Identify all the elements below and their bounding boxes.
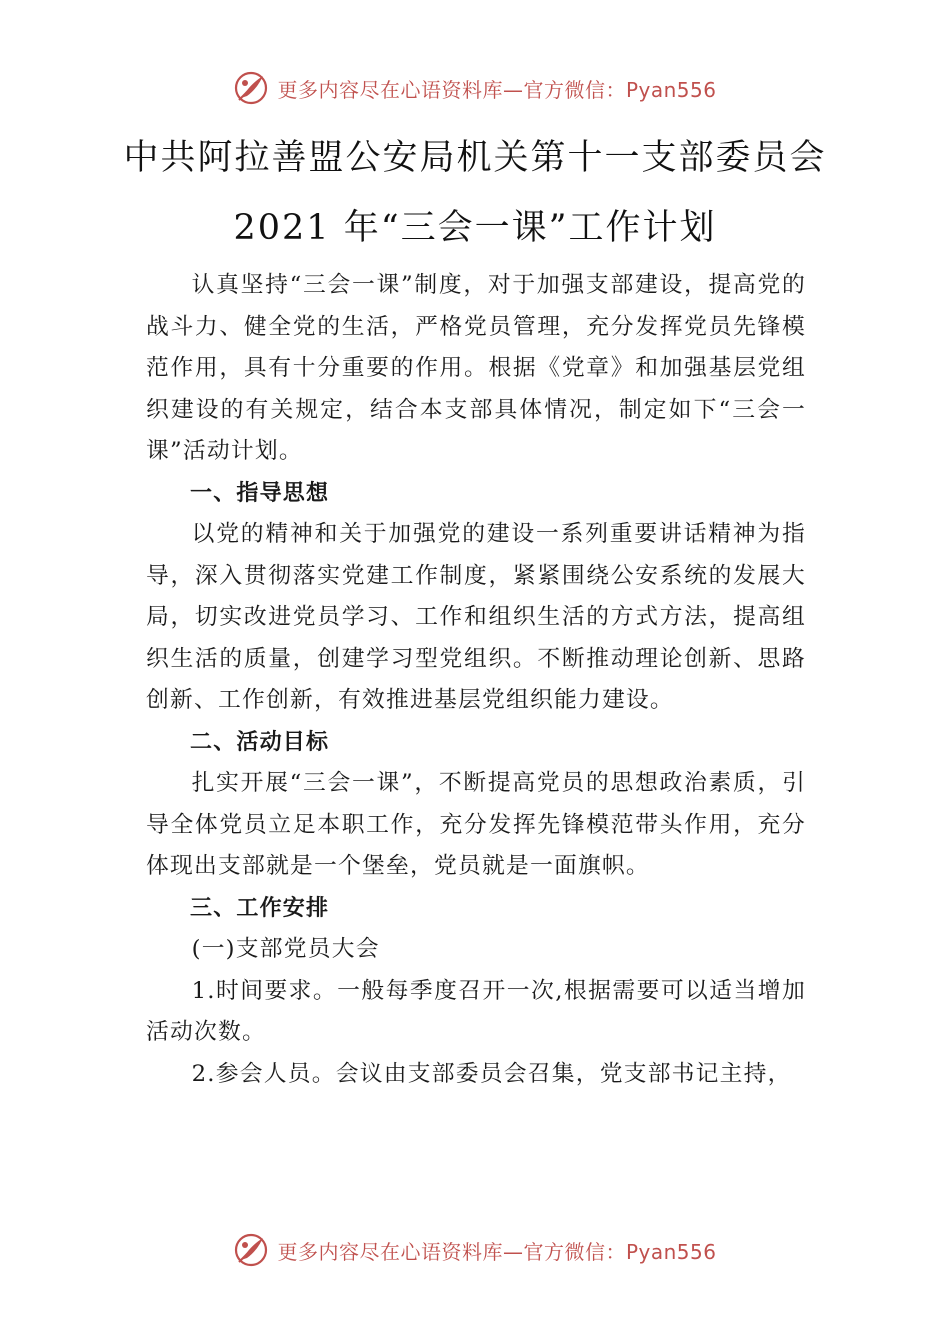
subsection-heading: (一)支部党员大会 xyxy=(191,936,380,962)
watermark-text: 更多内容尽在心语资料库—官方微信：Pyan556 xyxy=(277,77,717,102)
paragraph: 1.时间要求。一般每季度召开一次,根据需要可以适当增加活动次数。 xyxy=(146,977,806,1045)
paragraph: 认真坚持“三会一课”制度，对于加强支部建设，提高党的战斗力、健全党的生活，严格党员管理，充分发挥党员先锋模范作用，具有十分重要的作用。根据《党章》和加强基层党组织建设的有关规定，结合本支部具体情况，制定如下“三会一课”活动计划。 xyxy=(146,272,806,464)
section-heading: 一、指导思想 xyxy=(190,480,330,506)
feather-logo-icon xyxy=(233,1232,269,1268)
paragraph: 以党的精神和关于加强党的建设一系列重要讲话精神为指导，深入贯彻落实党建工作制度，紧紧围绕公安系统的发展大局，切实改进党员学习、工作和组织生活的方式方法，提高组织生活的质量，创建学习型党组织。不断推动理论创新、思路创新、工作创新，有效推进基层党组织能力建设。 xyxy=(146,521,806,713)
section-heading: 三、工作安排 xyxy=(190,895,330,921)
document-subtitle: 2021 年“三会一课”工作计划 xyxy=(233,208,717,248)
document-body xyxy=(146,265,806,1095)
document-title: 中共阿拉善盟公安局机关第十一支部委员会 xyxy=(123,138,827,178)
footer-watermark xyxy=(0,1232,950,1268)
paragraph: 2.参会人员。会议由支部委员会召集，党支部书记主持， xyxy=(191,1060,792,1087)
watermark-text: 更多内容尽在心语资料库—官方微信：Pyan556 xyxy=(277,1239,717,1264)
paragraph: 扎实开展“三会一课”，不断提高党员的思想政治素质，引导全体党员立足本职工作，充分发挥先锋模范带头作用，充分体现出支部就是一个堡垒，党员就是一面旗帜。 xyxy=(146,770,806,879)
header-watermark xyxy=(0,70,950,106)
section-heading: 二、活动目标 xyxy=(190,729,330,755)
feather-logo-icon xyxy=(233,70,269,106)
